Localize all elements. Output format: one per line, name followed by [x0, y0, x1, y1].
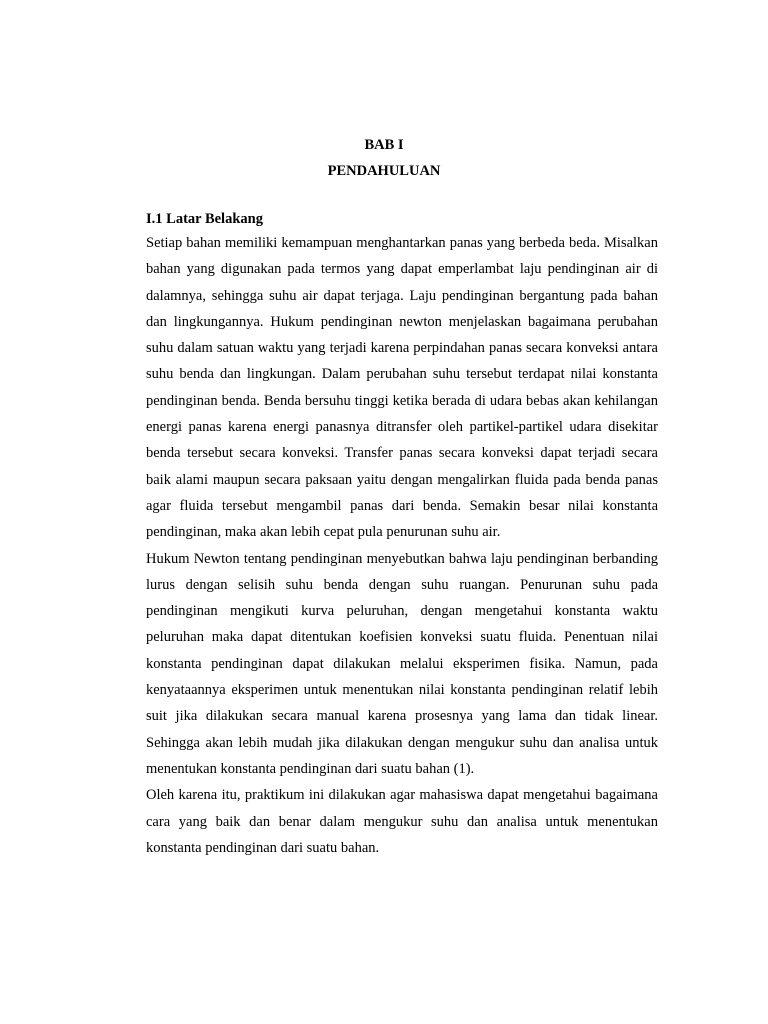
chapter-title: PENDAHULUAN [327, 163, 441, 179]
paragraph-2: Hukum Newton tentang pendinginan menyebutkan bahwa laju pendinginan berbanding lurus dengan selisih suhu benda dengan suhu ruangan. Penurunan suhu pada pendinginan mengikuti kurva peluruhan, dengan mengetahui konstanta waktu peluruhan maka dapat ditentukan koefisien konveksi suatu fluida. Penentuan nilai konstanta pendinginan dapat dilakukan melalui eksperimen fisika. Namun, pada kenyataannya eksperimen untuk menentukan nilai konstanta pendinginan relatif lebih suit jika dilakukan secara manual karena prosesnya yang lama dan tidak linear. Sehingga akan lebih mudah jika dilakukan dengan mengukur suhu dan analisa untuk menentukan konstanta pendinginan dari suatu bahan (1). [146, 550, 658, 777]
paragraph-3: Oleh karena itu, praktikum ini dilakukan agar mahasiswa dapat mengetahui bagaimana cara yang baik dan benar dalam mengukur suhu dan analisa untuk menentukan konstanta pendinginan dari suatu bahan. [146, 787, 658, 856]
chapter-number: BAB I [364, 137, 404, 153]
section-heading: I.1 Latar Belakang [146, 211, 263, 227]
body-text [146, 230, 658, 861]
paragraph-1: Setiap bahan memiliki kemampuan menghantarkan panas yang berbeda beda. Misalkan bahan yang digunakan pada termos yang dapat emperlambat laju pendinginan air di dalamnya, sehingga suhu air dapat terjaga. Laju pendinginan bergantung pada bahan dan lingkungannya. Hukum pendinginan newton menjelaskan bagaimana perubahan suhu dalam satuan waktu yang terjadi karena perpindahan panas secara konveksi antara suhu benda dan lingkungan. Dalam perubahan suhu tersebut terdapat nilai konstanta pendinginan benda. Benda bersuhu tinggi ketika berada di udara bebas akan kehilangan energi panas karena energi panasnya ditransfer oleh partikel-partikel udara disekitar benda tersebut secara konveksi. Transfer panas secara konveksi dapat terjadi secara baik alami maupun secara paksaan yaitu dengan mengalirkan fluida pada benda panas agar fluida tersebut mengambil panas dari benda. Semakin besar nilai konstanta pendinginan, maka akan lebih cepat pula penurunan suhu air. [146, 235, 658, 541]
